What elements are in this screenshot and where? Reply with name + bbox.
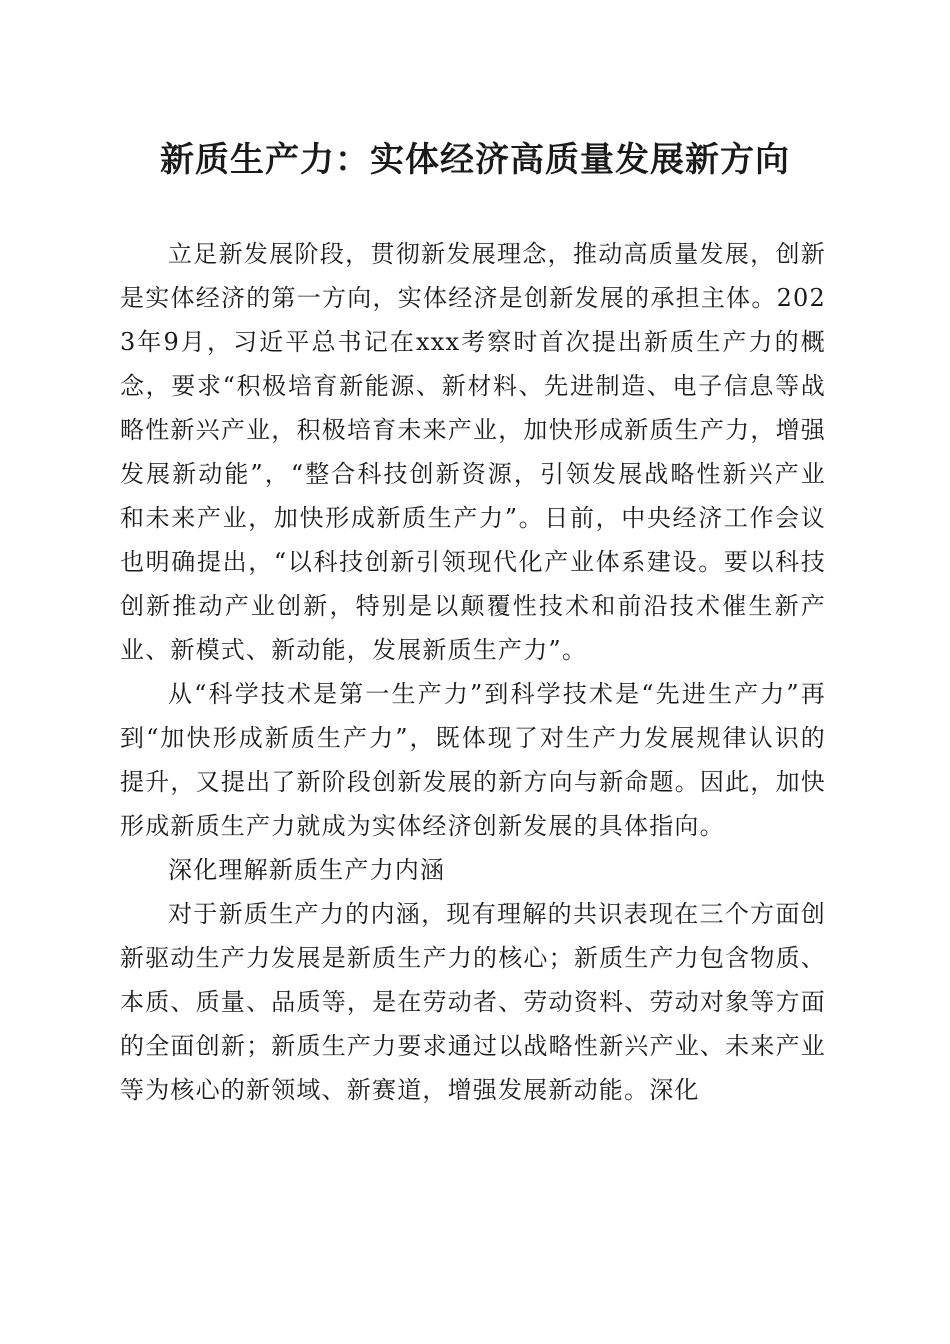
document-body	[120, 232, 826, 1112]
paragraph-connotation: 对于新质生产力的内涵，现有理解的共识表现在三个方面创新驱动生产力发展是新质生产力的核心；新质生产力包含物质、本质、质量、品质等，是在劳动者、劳动资料、劳动对象等方面的全面创新；新质生产力要求通过以战略性新兴产业、未来产业等为核心的新领域、新赛道，增强发展新动能。深化	[120, 900, 826, 1104]
section-heading: 深化理解新质生产力内涵	[168, 856, 446, 884]
document-title: 新质生产力：实体经济高质量发展新方向	[160, 140, 790, 180]
paragraph-productivity-evolution: 从“科学技术是第一生产力”到科学技术是“先进生产力”再到“加快形成新质生产力”，既体现了对生产力发展规律认识的提升，又提出了新阶段创新发展的新方向与新命题。因此，加快形成新质生产力就成为实体经济创新发展的具体指向。	[120, 680, 826, 840]
paragraph-intro: 立足新发展阶段，贯彻新发展理念，推动高质量发展，创新是实体经济的第一方向，实体经济是创新发展的承担主体。2023年9月，习近平总书记在xxx考察时首次提出新质生产力的概念，要求“积极培育新能源、新材料、先进制造、电子信息等战略性新兴产业，积极培育未来产业，加快形成新质生产力，增强发展新动能”，“整合科技创新资源，引领发展战略性新兴产业和未来产业，加快形成新质生产力”。日前，中央经济工作会议也明确提出，“以科技创新引领现代化产业体系建设。要以科技创新推动产业创新，特别是以颠覆性技术和前沿技术催生新产业、新模式、新动能，发展新质生产力”。	[120, 240, 826, 664]
